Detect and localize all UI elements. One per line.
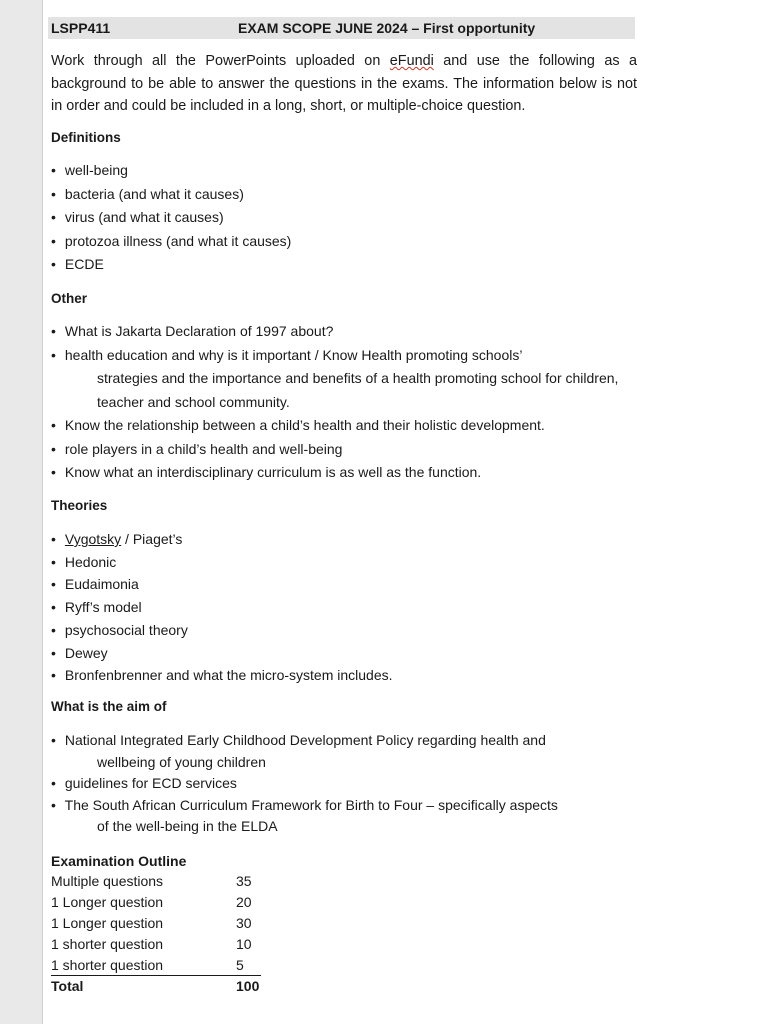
aim-list [51,730,641,838]
list-item: • Know the relationship between a child’s health and their holistic development. [51,417,545,433]
aim-heading: What is the aim of [51,699,167,714]
theories-heading: Theories [51,498,108,513]
list-item: • Vygotsky / Piaget’s [51,531,183,547]
outline-row: 1 shorter question 10 [51,936,252,952]
header-title: EXAM SCOPE JUNE 2024 – First opportunity [238,20,536,36]
list-item: • Hedonic [51,553,117,570]
list-item: • psychosocial theory [51,621,188,638]
definitions-list [51,159,641,277]
document-header [48,17,635,39]
list-item: • bacteria (and what it causes) [51,185,244,202]
list-item: • ECDE [51,256,104,272]
list-item: • health education and why is it important / Know Health promoting schools’ strategies and the importance and benefits of a health promoting school for children, teacher and school community. [51,346,619,410]
outline-row: Multiple questions 35 [51,873,252,889]
outline-total-row: Total 100 [51,978,260,994]
list-item: • guidelines for ECD services [51,775,237,791]
list-item: • Eudaimonia [51,576,139,593]
course-code: LSPP411 [51,20,111,36]
other-list [51,320,641,485]
list-item: • Know what an interdisciplinary curriculum is as well as the function. [51,464,482,480]
outline-row: 1 Longer question 30 [51,915,252,931]
theories-list [51,528,641,687]
outline-row: 1 Longer question 20 [51,894,252,910]
examination-outline [51,851,261,997]
definitions-heading: Definitions [51,130,121,145]
list-item: • Bronfenbrenner and what the micro-system includes. [51,667,393,684]
list-item: • well-being [51,162,128,178]
list-item: • What is Jakarta Declaration of 1997 about? [51,323,334,339]
list-item: • virus (and what it causes) [51,209,224,225]
other-heading: Other [51,291,88,306]
list-item: • National Integrated Early Childhood Development Policy regarding health and wellbeing of young children [51,732,546,770]
outline-row: 1 shorter question 5 [51,955,261,976]
list-item: • Ryff’s model [51,599,142,616]
efundi-word: eFundi [389,53,434,69]
outline-title: Examination Outline [51,853,187,869]
list-item: • protozoa illness (and what it causes) [51,232,292,249]
list-item: • The South African Curriculum Framework for Birth to Four – specifically aspects of the well-being in the ELDA [51,796,558,834]
intro-paragraph: Work through all the PowerPoints uploaded on eFundi and use the following as a background to be able to answer the questions in the exams. The information below is not in order and could be included in a long, short, or multiple-choice question. [51,53,637,114]
list-item: • Dewey [51,644,108,661]
list-item: • role players in a child’s health and well-being [51,440,343,457]
